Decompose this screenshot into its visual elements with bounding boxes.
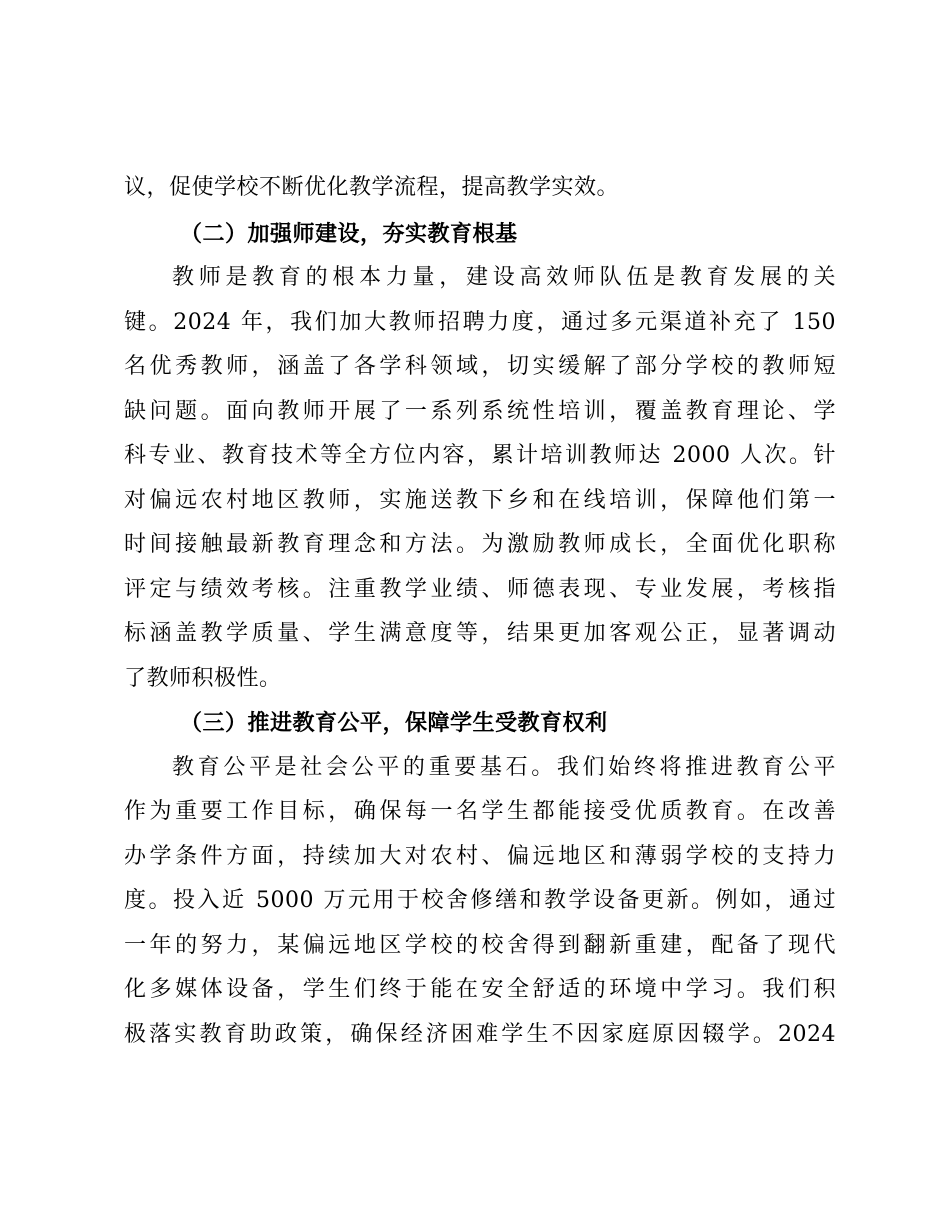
paragraph-line: 教育公平是社会公平的重要基石。我们始终将推进教育公平 bbox=[172, 755, 836, 780]
paragraph-line: 对偏远农村地区教师，实施送教下乡和在线培训，保障他们第一 bbox=[124, 488, 836, 513]
paragraph-line: 缺问题。面向教师开展了一系列系统性培训，覆盖教育理论、学 bbox=[124, 399, 836, 424]
section-heading: （三）推进教育公平，保障学生受教育权利 bbox=[180, 710, 608, 736]
paragraph-line: 作为重要工作目标，确保每一名学生都能接受优质教育。在改善 bbox=[124, 799, 836, 824]
paragraph-line: 教师是教育的根本力量，建设高效师队伍是教育发展的关 bbox=[172, 265, 836, 290]
paragraph-line: 化多媒体设备，学生们终于能在安全舒适的环境中学习。我们积 bbox=[124, 977, 836, 1002]
paragraph-line: 了教师积极性。 bbox=[124, 666, 282, 691]
paragraph-line: 办学条件方面，持续加大对农村、偏远地区和薄弱学校的支持力 bbox=[124, 844, 836, 869]
paragraph-line: 名优秀教师，涵盖了各学科领域，切实缓解了部分学校的教师短 bbox=[124, 354, 836, 379]
paragraph-line: 一年的努力，某偏远地区学校的校舍得到翻新重建，配备了现代 bbox=[124, 933, 836, 958]
paragraph-line: 评定与绩效考核。注重教学业绩、师德表现、专业发展，考核指 bbox=[124, 577, 836, 602]
paragraph-line: 科专业、教育技术等全方位内容，累计培训教师达 2000 人次。针 bbox=[124, 443, 836, 468]
paragraph-line: 键。2024 年，我们加大教师招聘力度，通过多元渠道补充了 150 bbox=[124, 310, 836, 335]
paragraph-line: 度。投入近 5000 万元用于校舍修缮和教学设备更新。例如，通过 bbox=[124, 888, 836, 913]
paragraph-line: 极落实教育助政策，确保经济困难学生不因家庭原因辍学。2024 bbox=[124, 1022, 836, 1047]
paragraph-line: 时间接触最新教育理念和方法。为激励教师成长，全面优化职称 bbox=[124, 532, 836, 557]
paragraph-line: 议，促使学校不断优化教学流程，提高教学实效。 bbox=[124, 175, 620, 200]
section-heading: （二）加强师建设，夯实教育根基 bbox=[180, 221, 518, 247]
paragraph-line: 标涵盖教学质量、学生满意度等，结果更加客观公正，显著调动 bbox=[124, 621, 836, 646]
